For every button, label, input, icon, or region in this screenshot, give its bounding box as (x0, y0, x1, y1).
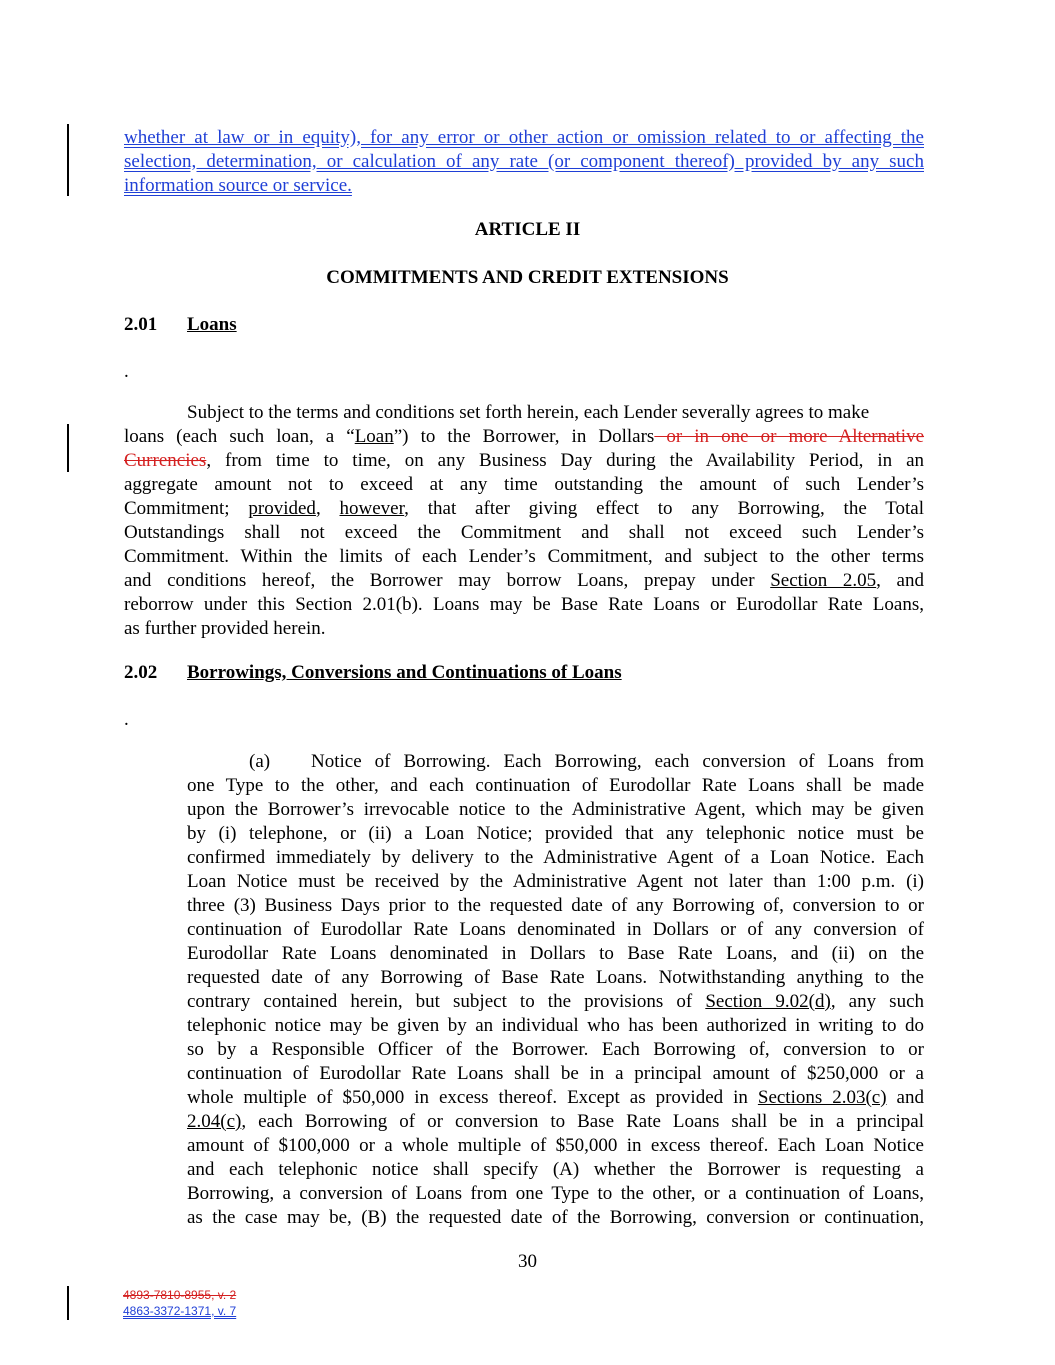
paragraph-line: Outstandings shall not exceed the Commitment and shall not exceed such Lender’s (124, 522, 924, 543)
paragraph-line: aggregate amount not to exceed at any time outstanding the amount of such Lender’s (124, 474, 924, 495)
paragraph-line: telephonic notice may be given by an individual who has been authorized in writing to do (187, 1015, 924, 1036)
paragraph-line: Borrowing, a conversion of Loans from one Type to the other, or a continuation of Loans, (187, 1183, 924, 1204)
paragraph-line: continuation of Eurodollar Rate Loans shall be in a principal amount of $250,000 or a (187, 1063, 924, 1084)
change-bar (67, 1286, 69, 1320)
footer-old-doc-id: 4893-7810-8955, v. 2 (123, 1288, 237, 1302)
subsection-label: (a) (249, 751, 271, 772)
paragraph-line: and conditions hereof, the Borrower may borrow Loans, prepay under Section 2.05, and (124, 570, 924, 591)
section-reference: Section 2.05 (770, 570, 877, 591)
paragraph-line: as the case may be, (B) the requested date of the Borrowing, conversion or continuation, (187, 1207, 924, 1228)
paragraph-line: loans (each such loan, a “Loan”) to the Borrower, in Dollars or in one or more Alternative (124, 426, 925, 447)
page-number: 30 (518, 1251, 537, 1272)
intro-line: selection, determination, or calculation of any rate (or component thereof) provided by any such (124, 151, 924, 172)
paragraph-line: whole multiple of $50,000 in excess thereof. Except as provided in Sections 2.03(c) and (187, 1087, 924, 1108)
paragraph-line: as further provided herein. (124, 618, 326, 639)
paragraph-line: requested date of any Borrowing of Base Rate Loans. Notwithstanding anything to the (187, 967, 924, 988)
deleted-text: Currencies (124, 450, 207, 471)
intro-line: information source or service. (124, 175, 352, 196)
paragraph-line: one Type to the other, and each continuation of Eurodollar Rate Loans shall be made (187, 775, 924, 796)
defined-term: Loan (354, 426, 394, 447)
paragraph-line: Eurodollar Rate Loans denominated in Dollars to Base Rate Loans, and (ii) on the (187, 943, 924, 964)
section-reference: Sections 2.03(c) (757, 1087, 887, 1108)
article-subtitle: COMMITMENTS AND CREDIT EXTENSIONS (326, 267, 729, 288)
paragraph-line: continuation of Eurodollar Rate Loans denominated in Dollars or of any conversion of (187, 919, 924, 940)
paragraph-line: and each telephonic notice shall specify (A) whether the Borrower is requesting a (187, 1159, 924, 1180)
paragraph-line: Loan Notice must be received by the Administrative Agent not later than 1:00 p.m. (i) (187, 871, 924, 892)
paragraph-line: three (3) Business Days prior to the requested date of any Borrowing of, conversion to or (187, 895, 924, 916)
paragraph-line: reborrow under this Section 2.01(b). Loans may be Base Rate Loans or Eurodollar Rate Loans, (124, 594, 924, 615)
paragraph-line: Subject to the terms and conditions set forth herein, each Lender severally agrees to make (187, 402, 870, 423)
paragraph-line: contrary contained herein, but subject to the provisions of Section 9.02(d), any such (187, 991, 925, 1012)
footer-new-doc-id: 4863-3372-1371, v. 7 (123, 1304, 237, 1318)
paragraph-line: Currencies, from time to time, on any Business Day during the Availability Period, in an (124, 450, 924, 471)
section-number: 2.02 (124, 662, 158, 683)
change-bar (67, 424, 69, 472)
intro-line: whether at law or in equity), for any error or other action or omission related to or affecting the (124, 127, 924, 148)
paragraph-line: so by a Responsible Officer of the Borrower. Each Borrowing of, conversion to or (187, 1039, 924, 1060)
section-reference: 2.04(c) (187, 1111, 242, 1132)
paragraph-line: confirmed immediately by delivery to the Administrative Agent of a Loan Notice. Each (187, 847, 924, 868)
section-dot: . (124, 709, 129, 730)
paragraph-line: Commitment. Within the limits of each Lender’s Commitment, and subject to the other terms (124, 546, 924, 567)
section-title: Borrowings, Conversions and Continuations of Loans (187, 662, 622, 683)
section-number: 2.01 (124, 314, 158, 335)
deleted-text: or in one or more Alternative (654, 426, 925, 447)
paragraph-line: Notice of Borrowing. Each Borrowing, each conversion of Loans from (311, 751, 924, 772)
section-reference: Section 9.02(d) (705, 991, 831, 1012)
paragraph-line: Commitment; provided, however, that after giving effect to any Borrowing, the Total (124, 498, 925, 519)
change-bar (67, 124, 69, 196)
paragraph-line: amount of $100,000 or a whole multiple of $50,000 in excess thereof. Each Loan Notice (187, 1135, 924, 1156)
paragraph-line: 2.04(c), each Borrowing of or conversion to Base Rate Loans shall be in a principal (187, 1111, 924, 1132)
paragraph-line: by (i) telephone, or (ii) a Loan Notice; provided that any telephonic notice must be (187, 823, 924, 844)
section-title: Loans (187, 314, 237, 335)
paragraph-line: upon the Borrower’s irrevocable notice to the Administrative Agent, which may be given (187, 799, 924, 820)
section-dot: . (124, 361, 129, 382)
article-title: ARTICLE II (474, 219, 581, 240)
